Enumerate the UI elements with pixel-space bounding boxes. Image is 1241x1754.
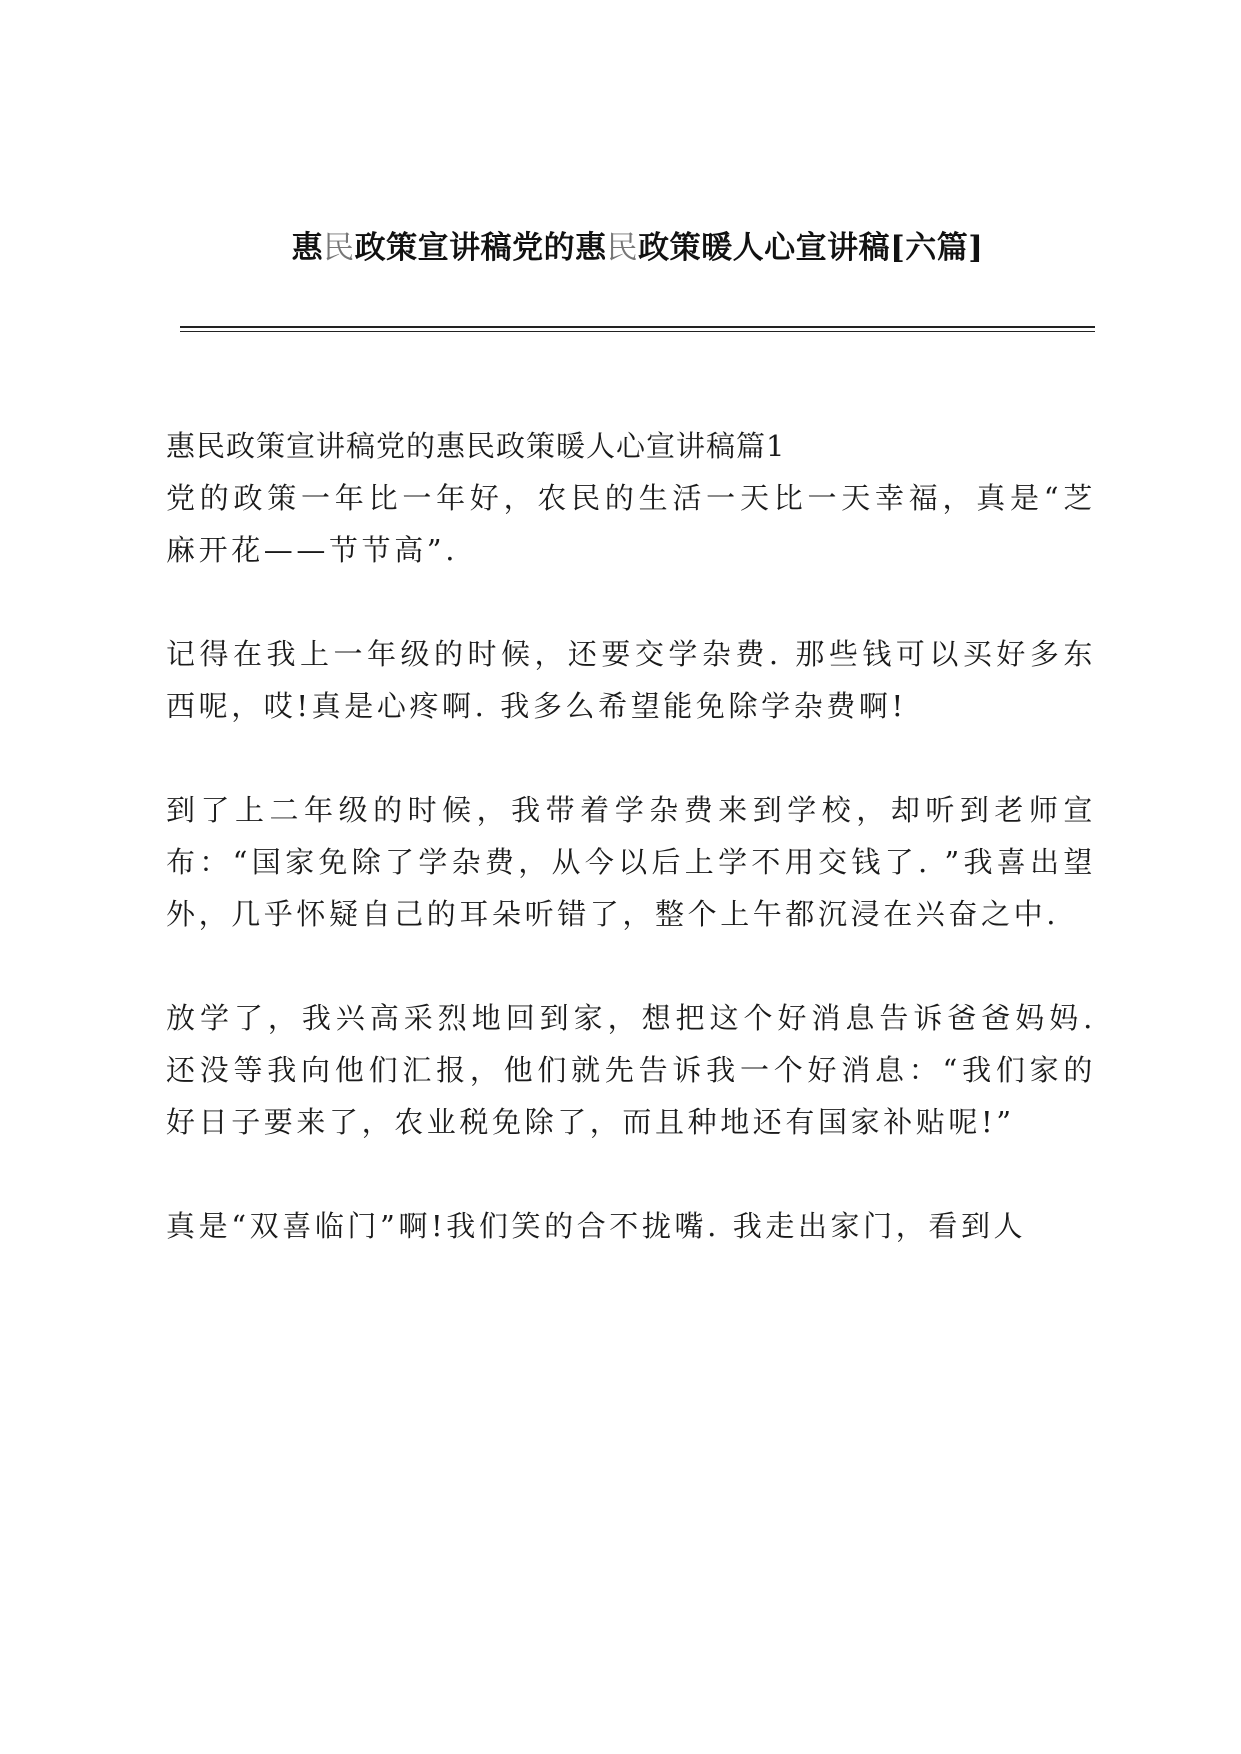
title-part-5: 政策暖人心宣讲稿[六篇] <box>638 230 984 266</box>
paragraph: 真是“双喜临门”啊!我们笑的合不拢嘴. 我走出家门，看到人 <box>166 1209 1027 1243</box>
title-divider-secondary <box>180 331 1095 332</box>
title-divider <box>180 326 1095 328</box>
paragraph: 党的政策一年比一年好，农民的生活一天比一天幸福，真是“芝麻开花——节节高”. <box>166 481 1096 567</box>
title-part-1: 惠 <box>291 230 324 266</box>
paragraph: 放学了，我兴高采烈地回到家，想把这个好消息告诉爸爸妈妈. 还没等我向他们汇报，他们就先告诉我一个好消息：“我们家的好日子要来了，农业税免除了，而且种地还有国家补贴呢!” <box>166 1001 1096 1139</box>
title-part-2: 民 <box>323 230 355 266</box>
document-title <box>180 222 1095 267</box>
paragraph: 到了上二年级的时候，我带着学杂费来到学校，却听到老师宣布：“国家免除了学杂费，从今以后上学不用交钱了. ”我喜出望外，几乎怀疑自己的耳朵听错了，整个上午都沉浸在兴奋之中. <box>166 793 1096 931</box>
paragraph: 记得在我上一年级的时候，还要交学杂费. 那些钱可以买好多东西呢，哎!真是心疼啊. 我多么希望能免除学杂费啊! <box>166 637 1096 723</box>
title-part-3: 政策宣讲稿党的惠 <box>354 230 607 266</box>
section-heading: 惠民政策宣讲稿党的惠民政策暖人心宣讲稿篇1 <box>166 429 786 463</box>
title-part-4: 民 <box>606 230 639 266</box>
document-body <box>166 420 1096 1304</box>
